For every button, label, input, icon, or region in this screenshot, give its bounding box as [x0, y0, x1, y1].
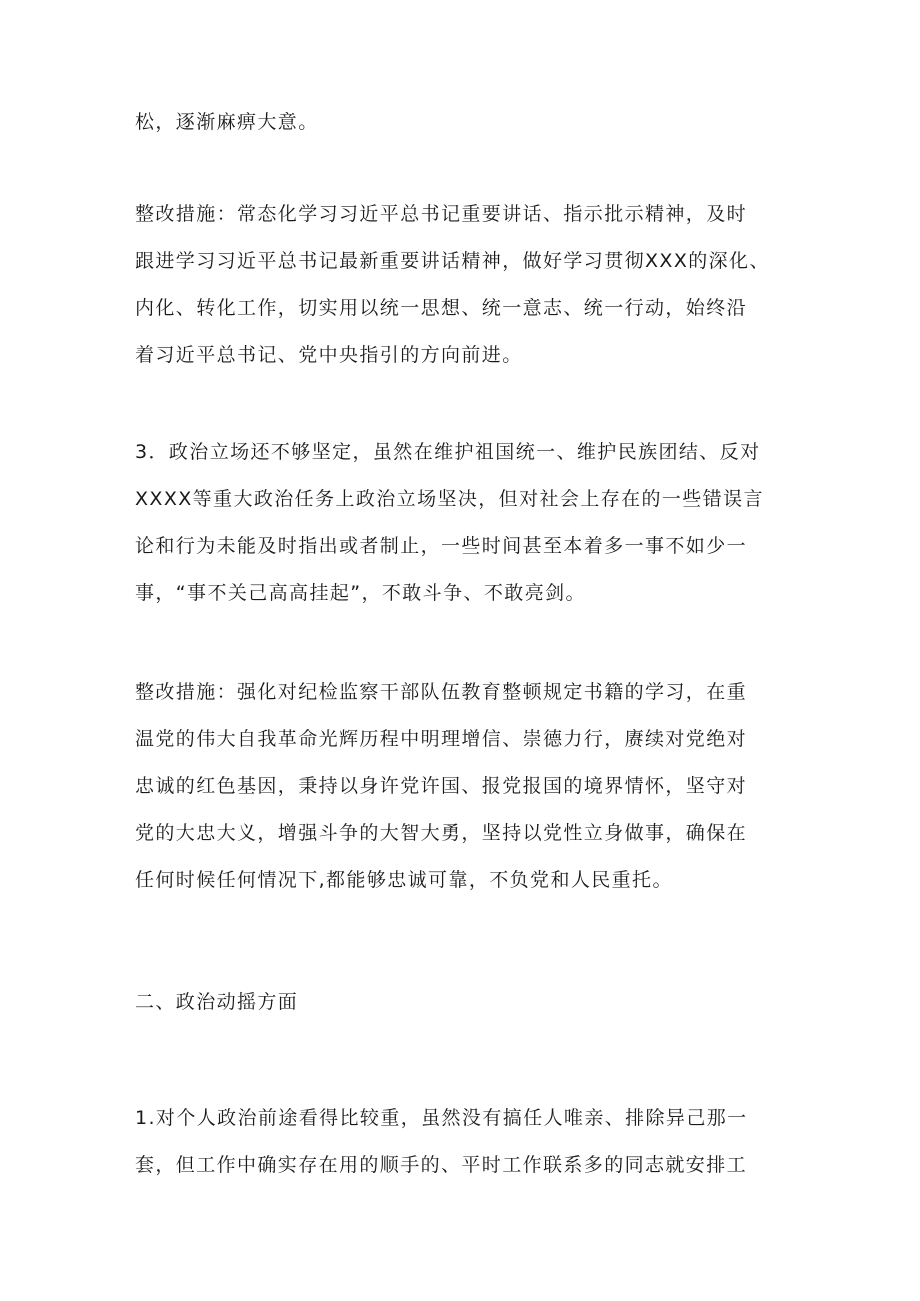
text-line: 整改措施：强化对纪检监察干部队伍教育整顿规定书籍的学习，在重 — [135, 681, 748, 703]
text-line: 整改措施：常态化学习习近平总书记重要讲话、指示批示精神，及时 — [135, 203, 748, 225]
text-line: 套，但工作中确实存在用的顺手的、平时工作联系多的同志就安排工 — [135, 1154, 748, 1176]
text-line: 着习近平总书记、党中央指引的方向前进。 — [135, 344, 523, 366]
section-heading: 二、政治动摇方面 — [135, 991, 299, 1013]
text-line: 事，“事不关己高高挂起”，不敢斗争、不敢亮剑。 — [135, 582, 586, 604]
text-line: 1.对个人政治前途看得比较重，虽然没有搞任人唯亲、排除异己那一 — [135, 1107, 748, 1129]
text-line: 任何时候任何情况下,都能够忠诚可靠，不负党和人民重托。 — [135, 869, 673, 891]
text-line: 松，逐渐麻痹大意。 — [135, 111, 319, 133]
text-line: 跟进学习习近平总书记最新重要讲话精神，做好学习贯彻XXX的深化、 — [135, 250, 770, 272]
text-line: 3．政治立场还不够坚定，虽然在维护祖国统一、维护民族团结、反对 — [135, 441, 761, 463]
text-line: XXXX等重大政治任务上政治立场坚决，但对社会上存在的一些错误言 — [135, 488, 764, 510]
text-line: 党的大忠大义，增强斗争的大智大勇，坚持以党性立身做事，确保在 — [135, 822, 748, 844]
text-line: 内化、转化工作，切实用以统一思想、统一意志、统一行动，始终沿 — [135, 297, 748, 319]
text-line: 温党的伟大自我革命光辉历程中明理增信、崇德力行，赓续对党绝对 — [135, 728, 748, 750]
text-line: 论和行为未能及时指出或者制止，一些时间甚至本着多一事不如少一 — [135, 535, 748, 557]
text-line: 忠诚的红色基因，秉持以身许党许国、报党报国的境界情怀，坚守对 — [135, 775, 748, 797]
